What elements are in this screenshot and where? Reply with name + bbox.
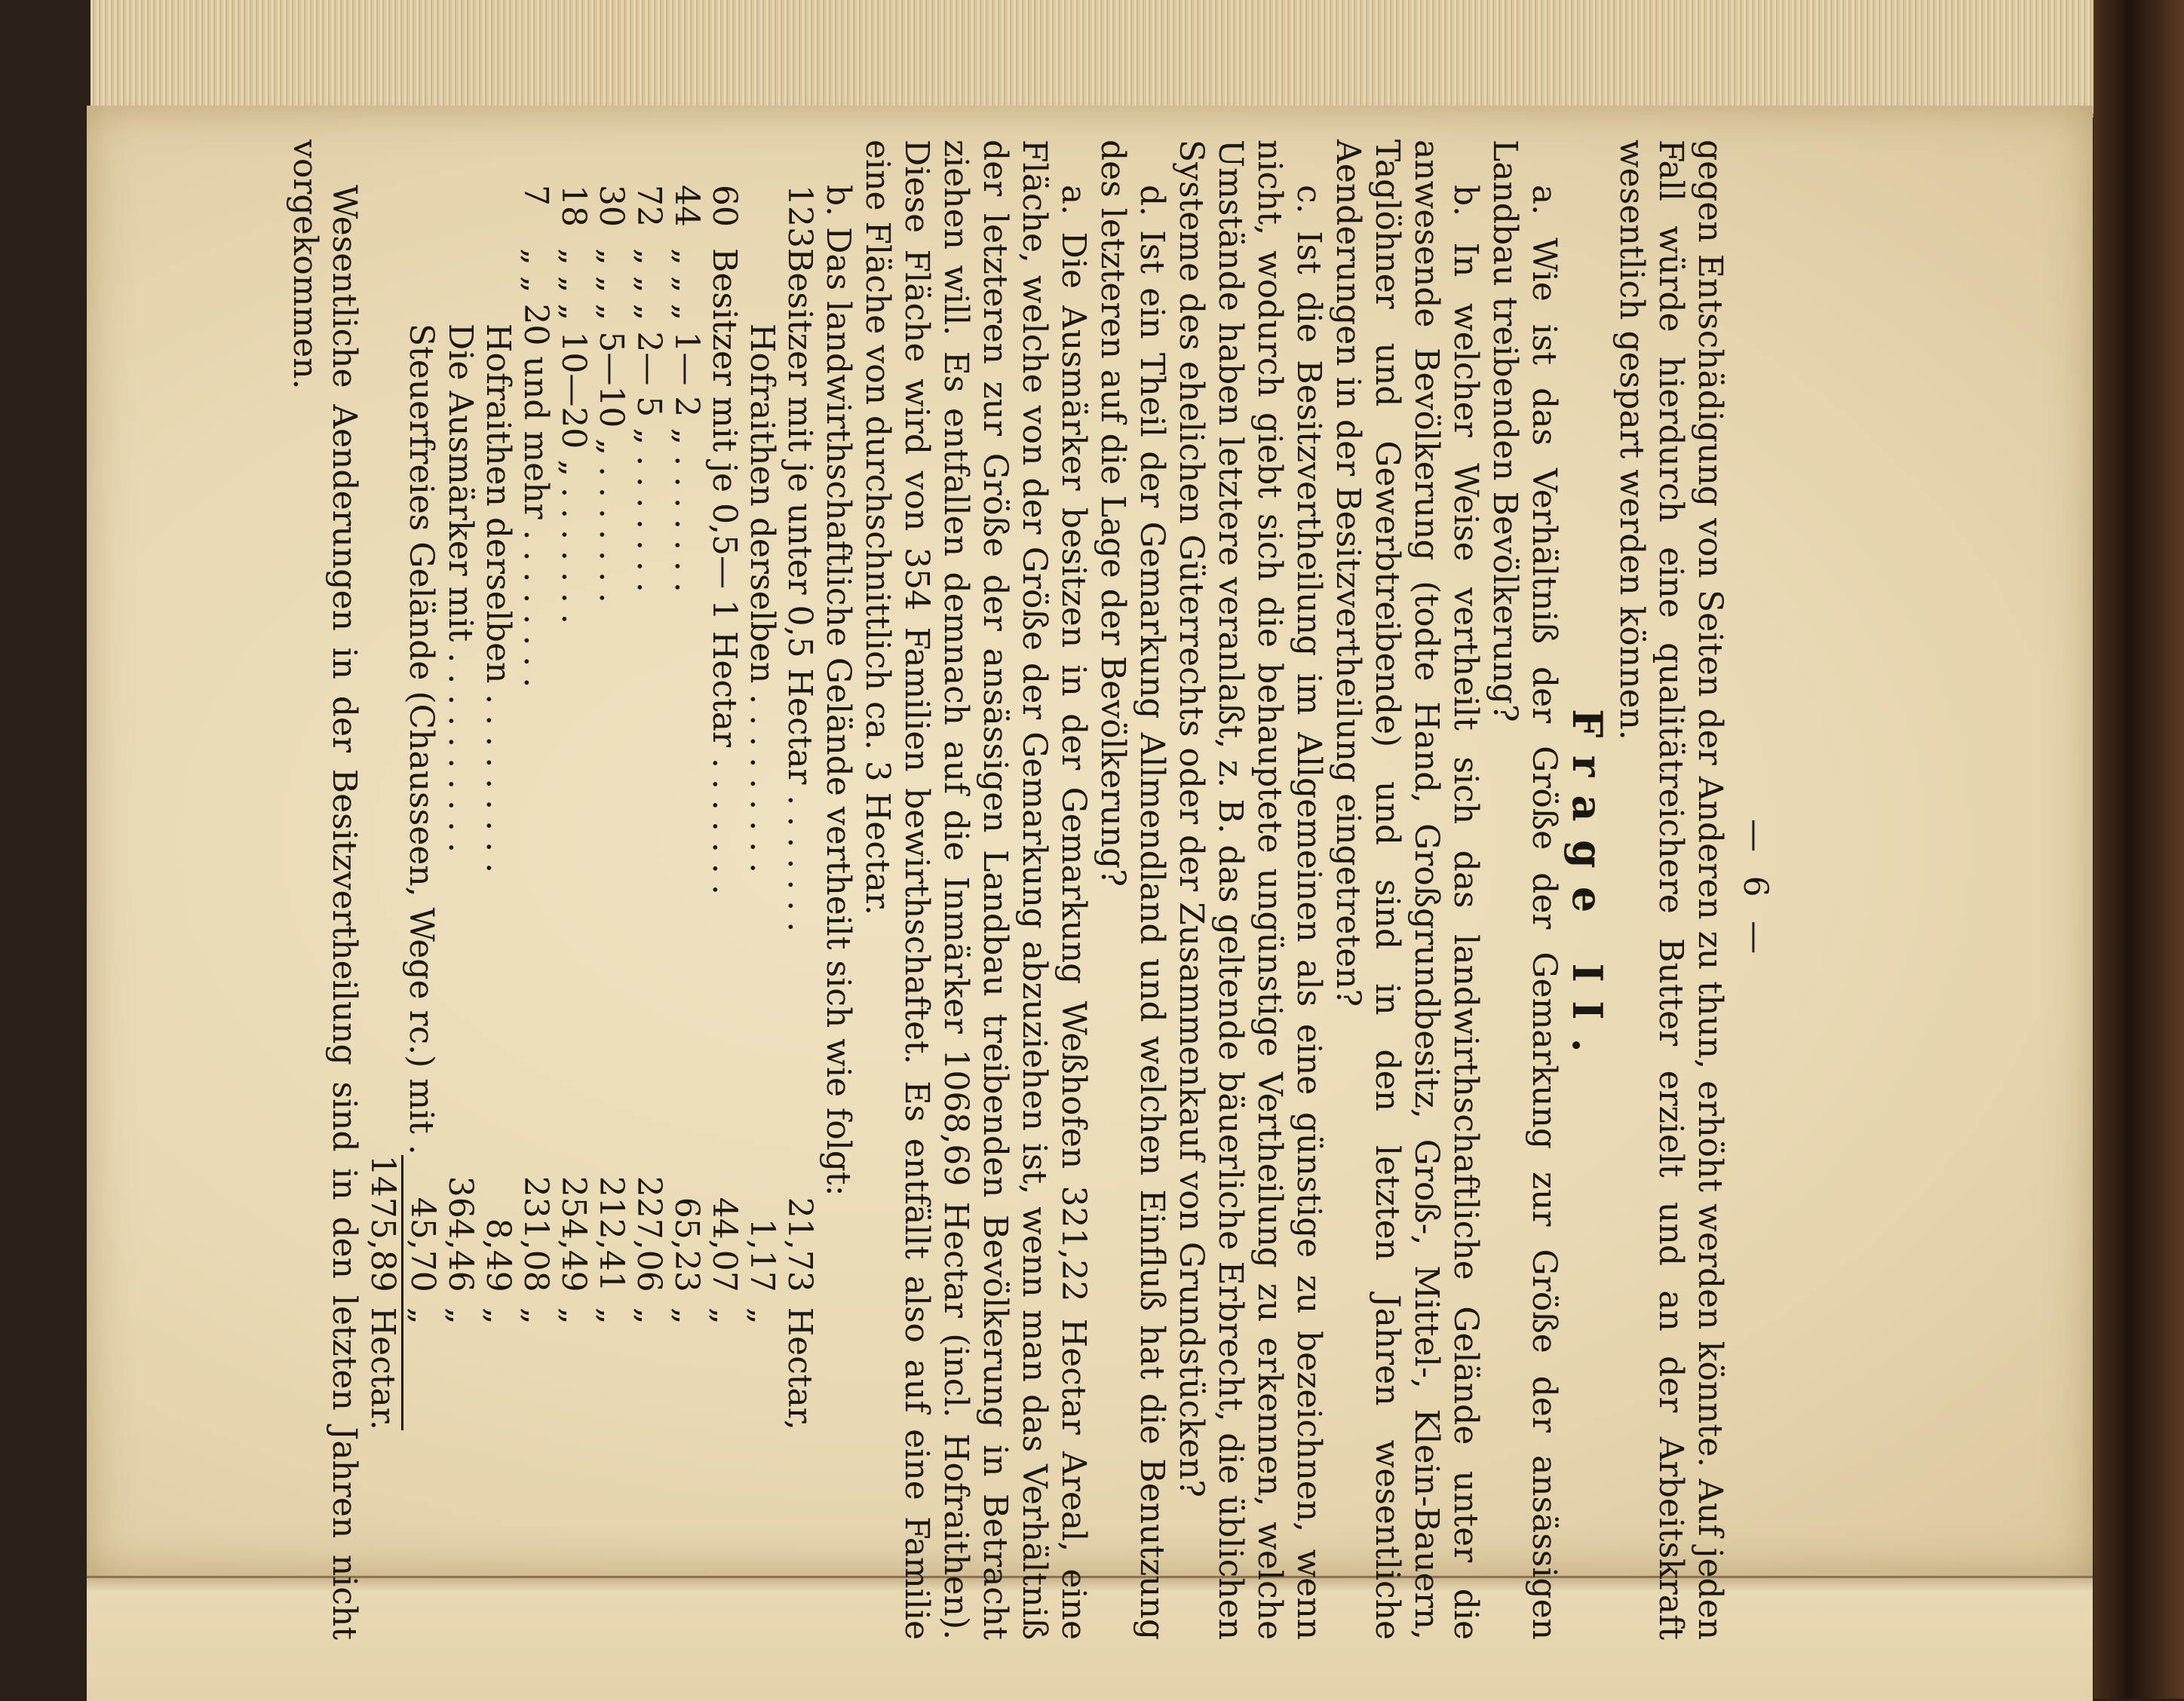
row-value: 1,17 bbox=[743, 1218, 781, 1292]
row-unit: „ bbox=[403, 1307, 442, 1325]
row-count: 72 bbox=[630, 185, 668, 227]
row-count: 123 bbox=[781, 185, 819, 248]
row-unit: „ bbox=[554, 1307, 593, 1325]
row-count: 44 bbox=[667, 185, 706, 227]
row-value: 364,46 bbox=[441, 1175, 480, 1292]
page-edges bbox=[90, 0, 2097, 118]
row-value: 8,49 bbox=[479, 1218, 517, 1292]
row-value: 254,49 bbox=[554, 1175, 593, 1292]
question-d: d. Ist ein Theil der Gemarkung Allmendland und welchen Einfluß hat die Benutzung des letzteren auf die Lage der Bevölkerung? bbox=[1094, 139, 1171, 1640]
row-value: 212,41 bbox=[592, 1175, 630, 1292]
row-unit: „ bbox=[630, 1307, 668, 1325]
question-a: a. Wie ist das Verhältniß der Größe der Gemarkung zur Größe der ansässigen Landbau treibenden Bevölkerung? bbox=[1486, 139, 1563, 1640]
row-count: 7 bbox=[517, 185, 555, 206]
table-row bbox=[592, 185, 630, 1430]
row-description: „ „ „ 10—20 „ . . . . . . . bbox=[554, 247, 593, 624]
row-description: Die Ausmärker mit . . . . . . . . . . bbox=[441, 323, 480, 853]
total-unit: Hectar. bbox=[363, 1292, 403, 1430]
book-spine bbox=[2094, 0, 2184, 1699]
row-unit: Hectar, bbox=[781, 1307, 819, 1430]
row-unit: „ bbox=[743, 1307, 781, 1325]
row-count: 18 bbox=[554, 185, 593, 227]
row-description: Hofraithen derselben . . . . . . . . . bbox=[479, 323, 517, 874]
row-value: 231,08 bbox=[517, 1175, 555, 1292]
row-description: Besitzer mit je unter 0,5 Hectar . . . . . . . bbox=[781, 247, 819, 933]
question-heading: Frage II. bbox=[1563, 709, 1612, 1071]
page-text bbox=[266, 139, 1774, 1640]
table-row bbox=[630, 185, 667, 1430]
table-total-row bbox=[363, 185, 403, 1430]
row-value: 21,73 bbox=[781, 1197, 819, 1292]
question-b: b. In welcher Weise vertheilt sich das landwirthschaftliche Gelände unter die anwesende Bevölkerung (todte Hand, Großgrundbesitz, Groß-, Mittel-, Klein-Bauern, Taglöhner und Gewerbtreibende) und sind in den letzten Jahren wesentliche Aenderungen in der Besitzvertheilung eingetreten? bbox=[1329, 139, 1485, 1640]
table-row bbox=[667, 185, 705, 1430]
table-row bbox=[441, 185, 479, 1430]
table-row bbox=[403, 185, 442, 1430]
row-unit: „ bbox=[667, 1307, 706, 1325]
land-distribution-table bbox=[363, 185, 818, 1430]
row-description: „ „ „ 5—10 „ . . . . . . . bbox=[592, 247, 630, 603]
row-unit: „ bbox=[441, 1307, 480, 1325]
row-description: Steuerfreies Gelände (Chausseen, Wege rc.) mit . bbox=[402, 323, 441, 1155]
row-count: 60 bbox=[705, 185, 744, 227]
row-count bbox=[479, 185, 517, 248]
table-row bbox=[554, 185, 592, 1430]
intro-paragraph: gegen Entschädigung von Seiten der Anderen zu thun, erhöht werden könnte. Auf jeden Fall würde hierdurch eine qualitätreichere Butter erzielt und an der Arbeitskraft wesentlich gespart werden können. bbox=[1612, 139, 1729, 1640]
total-value: 1475,89 bbox=[363, 1154, 402, 1292]
row-count: 30 bbox=[592, 185, 630, 227]
row-value: 44,07 bbox=[705, 1197, 744, 1292]
row-value: 45,70 bbox=[403, 1197, 442, 1292]
answer-b-intro: b. Das landwirthschaftliche Gelände vertheilt sich wie folgt: bbox=[819, 185, 857, 1197]
row-description: „ „ „ 1— 2 „ . . . . . . . bbox=[667, 247, 706, 593]
table-row bbox=[781, 185, 818, 1430]
row-count bbox=[441, 185, 479, 248]
row-count bbox=[743, 185, 781, 248]
row-count bbox=[403, 185, 442, 248]
row-unit: „ bbox=[517, 1307, 555, 1325]
row-description: Besitzer mit je 0,5— 1 Hectar . . . . . . . bbox=[705, 247, 744, 895]
row-value: 227,06 bbox=[630, 1175, 668, 1292]
table-row bbox=[743, 185, 781, 1430]
row-unit: „ bbox=[479, 1307, 517, 1325]
row-description: „ „ 20 und mehr . . . . . . . . bbox=[517, 247, 555, 688]
answer-a: a. Die Ausmärker besitzen in der Gemarkung Weßhofen 321,22 Hectar Areal, eine Fläche, welche von der Größe der Gemarkung abzuziehen ist, wenn man das Verhältniß der letzteren zur Größe der ansässigen Landbau treibenden Bevölkerung in Betracht ziehen will. Es entfallen demnach auf die Inmärker 1068,69 Hectar (incl. Hofraithen). Diese Fläche wird von 354 Familien bewirthschaftet. Es entfällt also auf eine Familie eine Fläche von durchschnittlich ca. 3 Hectar. bbox=[858, 139, 1093, 1640]
table-row bbox=[479, 185, 517, 1430]
row-value: 65,23 bbox=[667, 1197, 706, 1292]
closing-paragraph: Wesentliche Aenderungen in der Besitzvertheilung sind in den letzten Jahren nicht vorgekommen. bbox=[286, 139, 363, 1640]
row-unit: „ bbox=[705, 1307, 744, 1325]
row-description: „ „ „ 2— 5 „ . . . . . . . bbox=[630, 247, 668, 593]
page-number: — 6 — bbox=[1736, 819, 1774, 961]
row-description: Hofraithen derselben . . . . . . . . . bbox=[743, 323, 781, 874]
question-c: c. Ist die Besitzvertheilung im Allgemeinen als eine günstige zu bezeichnen, wenn nicht, wodurch giebt sich die behauptete ungünstige Vertheilung zu erkennen, welche Umstände haben letztere veranlaßt, z. B. das geltende bäuerliche Erbrecht, die üblichen Systeme des ehelichen Güterrechts oder der Zusammenkauf von Grundstücken? bbox=[1172, 139, 1328, 1640]
row-unit: „ bbox=[592, 1307, 630, 1325]
table-row bbox=[517, 185, 554, 1430]
table-row bbox=[705, 185, 743, 1430]
